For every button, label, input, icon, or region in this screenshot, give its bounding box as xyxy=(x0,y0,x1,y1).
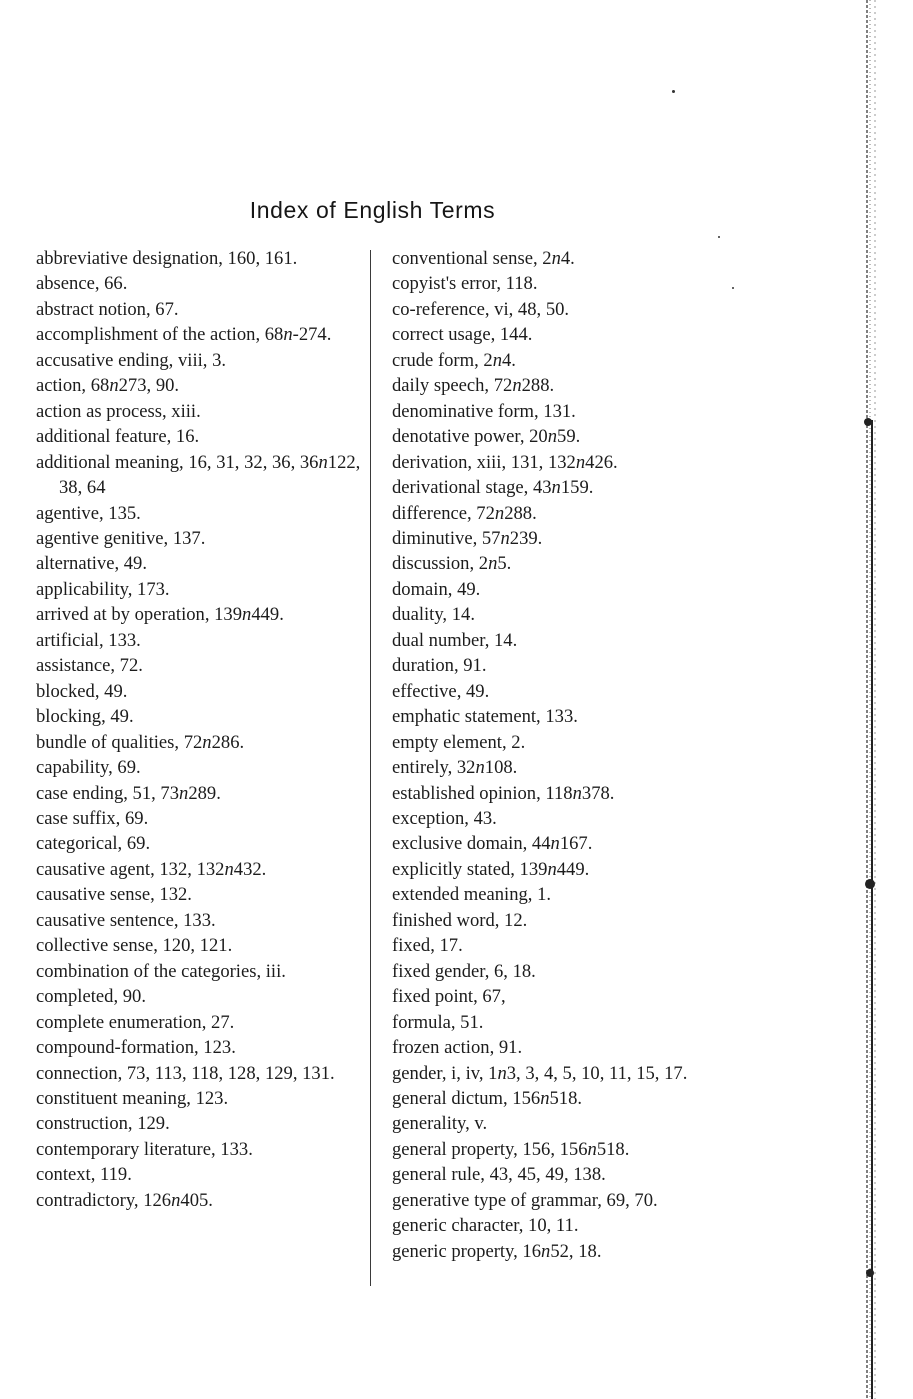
index-entry: copyist's error, 118. xyxy=(392,273,538,295)
index-entry: generic character, 10, 11. xyxy=(392,1215,579,1237)
index-entry: contradictory, 126n405. xyxy=(36,1189,213,1211)
index-entry: complete enumeration, 27. xyxy=(36,1011,235,1033)
index-entry: action, 68n273, 90. xyxy=(36,375,180,397)
index-entry: entirely, 32n108. xyxy=(392,757,518,779)
index-entry: alternative, 49. xyxy=(36,553,147,575)
index-entry: construction, 129. xyxy=(36,1113,170,1135)
index-entry: contemporary literature, 133. xyxy=(36,1138,253,1160)
index-entry: conventional sense, 2n4. xyxy=(392,248,575,269)
index-entry: crude form, 2n4. xyxy=(392,349,516,371)
index-entry: emphatic statement, 133. xyxy=(392,706,578,728)
index-entry: constituent meaning, 123. xyxy=(36,1087,229,1109)
index-entry: duality, 14. xyxy=(392,604,475,626)
index-entry: effective, 49. xyxy=(392,680,490,702)
index-entry: finished word, 12. xyxy=(392,909,528,931)
speck xyxy=(732,287,734,289)
index-entry: fixed gender, 6, 18. xyxy=(392,960,536,982)
index-entry: absence, 66. xyxy=(36,273,128,295)
index-entry: denotative power, 20n59. xyxy=(392,426,581,448)
index-entry: denominative form, 131. xyxy=(392,400,576,422)
index-entry: exclusive domain, 44n167. xyxy=(392,833,593,855)
index-entry: co-reference, vi, 48, 50. xyxy=(392,298,570,320)
index-entry: derivation, xiii, 131, 132n426. xyxy=(392,451,618,473)
speck xyxy=(718,236,720,238)
index-entry: difference, 72n288. xyxy=(392,502,537,524)
index-entry: frozen action, 91. xyxy=(392,1037,523,1059)
index-entry: causative sense, 132. xyxy=(36,884,192,906)
index-entry: action as process, xiii. xyxy=(36,400,201,422)
index-entry: connection, 73, 113, 118, 128, 129, 131. xyxy=(36,1062,335,1084)
index-entry: causative sentence, 133. xyxy=(36,909,216,931)
index-entry: bundle of qualities, 72n286. xyxy=(36,731,245,753)
index-entry: categorical, 69. xyxy=(36,833,151,855)
index-entry: generality, v. xyxy=(392,1113,488,1135)
index-entry: gender, i, iv, 1n3, 3, 4, 5, 10, 11, 15, 17. xyxy=(392,1062,688,1084)
index-entry: abstract notion, 67. xyxy=(36,298,179,320)
index-entry: combination of the categories, iii. xyxy=(36,960,286,982)
index-entry: case ending, 51, 73n289. xyxy=(36,782,221,804)
index-entry: empty element, 2. xyxy=(392,731,526,753)
index-entry: daily speech, 72n288. xyxy=(392,375,555,397)
index-entry: context, 119. xyxy=(36,1164,132,1186)
index-entry: compound-formation, 123. xyxy=(36,1037,236,1059)
index-entry: extended meaning, 1. xyxy=(392,884,552,906)
index-entry: assistance, 72. xyxy=(36,655,143,677)
index-entry: accomplishment of the action, 68n-274. xyxy=(36,324,332,346)
index-entry: general dictum, 156n518. xyxy=(392,1087,583,1109)
index-entry: established opinion, 118n378. xyxy=(392,782,615,804)
index-entry: case suffix, 69. xyxy=(36,807,149,829)
index-column-right xyxy=(392,246,722,1264)
index-entry: generative type of grammar, 69, 70. xyxy=(392,1189,658,1211)
index-entry: collective sense, 120, 121. xyxy=(36,935,233,957)
index-entry: additional meaning, 16, 31, 32, 36, 36n122, 38, 64 xyxy=(36,451,361,499)
index-entry: fixed, 17. xyxy=(392,935,463,957)
index-entry: completed, 90. xyxy=(36,986,146,1008)
index-entry: general property, 156, 156n518. xyxy=(392,1138,630,1160)
index-entry: applicability, 173. xyxy=(36,578,170,600)
index-entry: duration, 91. xyxy=(392,655,487,677)
index-entry: additional feature, 16. xyxy=(36,426,200,448)
index-entry: exception, 43. xyxy=(392,807,497,829)
index-entry: dual number, 14. xyxy=(392,629,518,651)
index-entry: arrived at by operation, 139n449. xyxy=(36,604,284,626)
index-entry: causative agent, 132, 132n432. xyxy=(36,858,267,880)
page-edge-binding xyxy=(858,0,898,1399)
index-entry: capability, 69. xyxy=(36,757,141,779)
index-entry: accusative ending, viii, 3. xyxy=(36,349,227,371)
index-entry: derivational stage, 43n159. xyxy=(392,477,594,499)
index-entry: blocked, 49. xyxy=(36,680,128,702)
page-title: Index of English Terms xyxy=(249,197,496,223)
index-entry: agentive, 135. xyxy=(36,502,141,524)
index-entry: generic property, 16n52, 18. xyxy=(392,1240,602,1262)
index-entry: domain, 49. xyxy=(392,578,481,600)
index-entry: blocking, 49. xyxy=(36,706,134,728)
index-entry: agentive genitive, 137. xyxy=(36,527,206,549)
index-entry: formula, 51. xyxy=(392,1011,484,1033)
speck xyxy=(672,90,675,93)
index-entry: explicitly stated, 139n449. xyxy=(392,858,590,880)
index-entry: general rule, 43, 45, 49, 138. xyxy=(392,1164,606,1186)
index-entry: fixed point, 67, xyxy=(392,986,506,1008)
index-entry: artificial, 133. xyxy=(36,629,141,651)
index-entry: diminutive, 57n239. xyxy=(392,527,543,549)
index-column-left xyxy=(36,246,362,1213)
column-divider xyxy=(370,250,371,1286)
index-entry: abbreviative designation, 160, 161. xyxy=(36,248,298,269)
index-entry: correct usage, 144. xyxy=(392,324,533,346)
index-entry: discussion, 2n5. xyxy=(392,553,512,575)
